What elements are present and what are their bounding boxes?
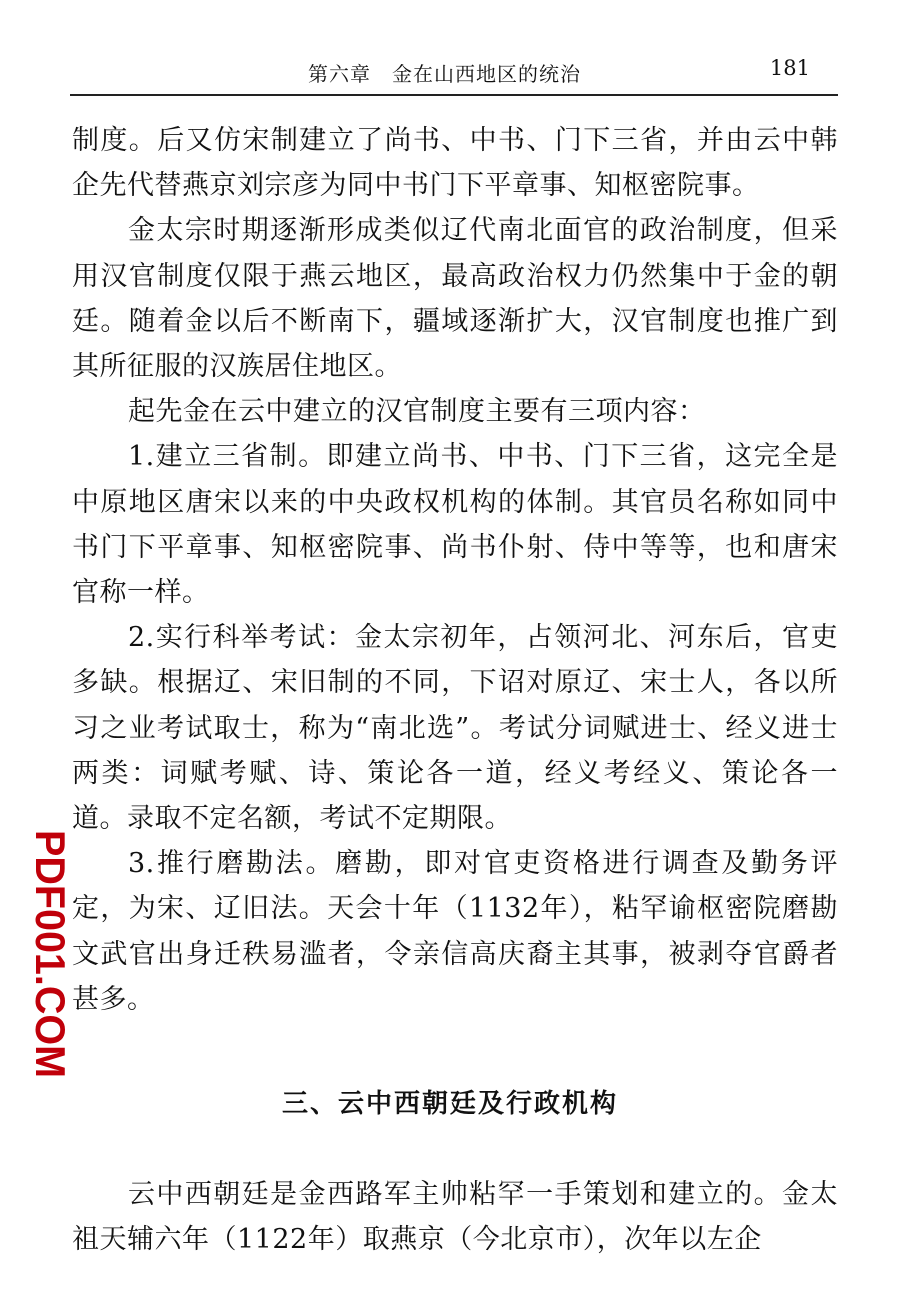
running-header: [70, 52, 838, 96]
paragraph: 金太宗时期逐渐形成类似辽代南北面官的政治制度，但采用汉官制度仅限于燕云地区，最高政治权力仍然集中于金的朝廷。随着金以后不断南下，疆域逐渐扩大，汉官制度也推广到其所征服的汉族居住地区。: [72, 215, 838, 383]
body-text: [72, 118, 838, 1022]
paragraph: 起先金在云中建立的汉官制度主要有三项内容：: [128, 396, 706, 428]
page-number: 181: [769, 56, 810, 80]
paragraph: 云中西朝廷是金西路军主帅粘罕一手策划和建立的。金太祖天辅六年（1122年）取燕京（今北京市），次年以左企: [72, 1179, 838, 1256]
paragraph: 3.推行磨勘法。磨勘，即对官吏资格进行调查及勤务评定，为宋、辽旧法。天会十年（1132年），粘罕谕枢密院磨勘文武官出身迁秩易滥者，令亲信高庆裔主其事，被剥夺官爵者甚多。: [72, 848, 838, 1015]
paragraph: 制度。后又仿宋制建立了尚书、中书、门下三省，并由云中韩企先代替燕京刘宗彦为同中书门下平章事、知枢密院事。: [72, 125, 838, 202]
paragraph: 2.实行科举考试：金太宗初年，占领河北、河东后，官吏多缺。根据辽、宋旧制的不同，下诏对原辽、宋士人，各以所习之业考试取士，称为“南北选”。考试分词赋进士、经义进士两类：词赋考赋、诗、策论各一道，经义考经义、策论各一道。录取不定名额，考试不定期限。: [72, 622, 838, 835]
chapter-title: 第六章 金在山西地区的统治: [308, 62, 581, 86]
watermark-logo: [2, 830, 74, 1094]
body-text-continued: [72, 1172, 838, 1262]
header-rule: [70, 94, 838, 96]
section-heading: 三、云中西朝廷及行政机构: [281, 1089, 618, 1119]
paragraph: 1.建立三省制。即建立尚书、中书、门下三省，这完全是中原地区唐宋以来的中央政权机构的体制。其官员名称如同中书门下平章事、知枢密院事、尚书仆射、侍中等等，也和唐宋官称一样。: [72, 441, 838, 609]
watermark-text: PDF001.COM: [27, 830, 74, 1094]
